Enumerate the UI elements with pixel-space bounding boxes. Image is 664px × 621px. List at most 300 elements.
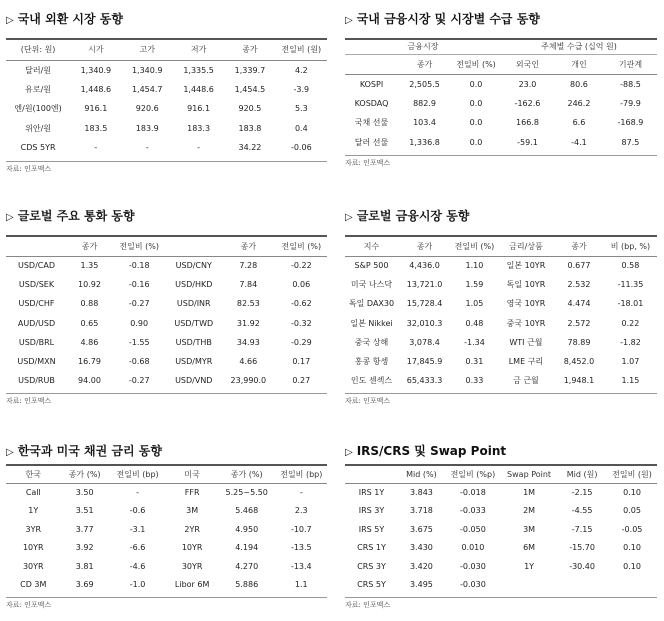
panel-fx-domestic [6,10,327,174]
table-cell: 5.886 [235,580,259,590]
source-note: 자료: 인포맥스 [345,597,657,610]
table-cell: 78.89 [567,337,591,347]
table-cell: -18.01 [617,299,644,309]
panel-title: 국내 외환 시장 동향 [17,12,123,26]
table-row [6,539,327,558]
table-cell: 5.3 [294,104,308,114]
source-note: 자료: 인포맥스 [345,393,657,406]
column-header [345,54,398,74]
row-label: USD/BRL [18,337,55,347]
table-row [345,314,657,333]
source-note: 자료: 인포맥스 [345,155,657,168]
row-label: 1M [523,488,536,497]
table-row [6,60,327,80]
column-header: 전일비 (%p) [445,466,501,483]
table-cell: 94.00 [78,376,101,386]
row-label: CD 3M [20,580,47,590]
table-row [6,275,327,294]
table-cell: 1.07 [621,357,640,367]
table-row [345,74,657,94]
table-cell: 0.677 [567,261,591,271]
table-cell: 920.6 [135,104,159,114]
table-cell: -168.9 [617,118,644,128]
table-cell: 32,010.3 [406,318,443,328]
column-header: 종가 [224,40,275,60]
row-label: 중국 상해 [354,337,389,347]
table-cell: 16.79 [78,357,101,367]
table-cell: 0.22 [621,318,640,328]
column-header: 고가 [122,40,173,60]
table-cell: 3.51 [75,506,94,516]
row-label: USD/SEK [18,280,55,290]
table-row [345,483,657,502]
column-header: 종가 (%) [61,466,109,483]
row-label: USD/THB [175,337,212,347]
table-row [345,502,657,521]
table-row [6,99,327,119]
table-cell: 4.194 [235,543,259,553]
table-row [6,256,327,275]
table-row [345,275,657,294]
triangle-icon: ▷ [345,212,353,223]
table-cell: 82.53 [236,299,260,309]
table-cell: 3.77 [75,524,94,534]
table-row [345,557,657,576]
table-cell [557,576,607,595]
row-label: USD/CAD [17,261,55,271]
table-cell: 0.58 [621,261,640,271]
row-label: S&P 500 [354,261,389,271]
row-label: USD/RUB [18,376,55,386]
column-header: 기관계 [604,54,657,74]
table-cell: 1,340.9 [131,65,163,75]
table-cell: 4.2 [294,65,308,75]
column-header: 전일비 (원) [276,40,327,60]
row-label: 166.8 [516,118,539,128]
panel-title: 글로벌 주요 통화 동향 [17,209,135,223]
table-cell: -0.32 [290,318,312,328]
table-row [345,294,657,313]
row-label: FFR [184,488,200,497]
domestic-market-table [345,40,657,152]
row-label: IRS 3Y [358,506,385,516]
table-cell: 1.10 [465,261,484,271]
table-row [6,371,327,390]
row-label: 금 근월 [513,376,539,386]
table-cell: -1.82 [620,337,641,347]
row-label: USD/MXN [17,357,56,367]
row-label: 30YR [22,561,44,571]
source-note: 자료: 인포맥스 [6,161,327,174]
column-header: 전일비 (bp) [276,466,327,483]
table-cell: 0.88 [80,299,99,309]
column-header: 시가 [70,40,121,60]
panel-title: 글로벌 금융시장 동향 [356,209,470,223]
column-header [345,466,398,483]
table-cell: 183.8 [238,123,262,133]
table-cell: 1,948.1 [563,376,595,386]
table-cell: 1.05 [465,299,484,309]
row-label: 일본 Nikkei [350,318,393,328]
table-cell: -1.0 [129,580,146,590]
row-label: KOSPI [359,79,384,89]
table-cell: 183.5 [84,123,108,133]
table-cell: -0.6 [129,506,146,516]
fx-domestic-table [6,40,327,158]
table-cell: -13.5 [290,543,312,553]
row-label [501,576,557,595]
column-header: 비 (bp, %) [604,237,657,256]
column-header: 금리/상품 [498,237,554,256]
table-cell: -0.16 [128,280,150,290]
table-row [6,576,327,595]
row-label: USD/CNY [175,261,212,271]
panel-global-market [345,207,657,406]
row-label: 유로/원 [25,84,52,94]
row-label: 엔/원(100엔) [14,104,62,114]
table-cell: 0.0 [469,137,483,147]
table-row [345,113,657,133]
table-cell: 4.86 [80,337,99,347]
table-cell: -0.030 [460,561,486,571]
table-cell: -0.27 [128,299,150,309]
column-header: 전일비 (bp) [109,466,167,483]
table-cell: -79.9 [620,98,641,108]
row-label: 독일 DAX30 [348,299,395,309]
row-label: - [197,143,201,153]
source-note: 자료: 인포맥스 [6,597,327,610]
column-header: 전일비 (%) [276,237,327,256]
table-cell: 17,845.9 [406,357,443,367]
table-cell: 916.1 [84,104,108,114]
column-header: Swap Point [501,466,557,483]
table-cell: 6.6 [572,118,586,128]
table-row [345,576,657,595]
table-cell: -0.06 [290,143,312,153]
table-cell: -0.62 [290,299,312,309]
column-header: 전일비 (원) [607,466,657,483]
table-cell [607,576,657,595]
table-cell: -6.6 [129,543,146,553]
table-cell: 1.59 [465,280,484,290]
row-label: 6M [523,543,536,553]
table-cell: -15.70 [569,543,595,553]
table-row [345,256,657,275]
table-cell: -0.050 [460,524,486,534]
table-cell: -4.6 [129,561,146,571]
row-label: USD/TWD [174,318,214,328]
table-cell: 80.6 [570,79,588,89]
row-label: 홍콩 항셍 [354,357,389,367]
table-cell: 4.950 [235,524,259,534]
table-row [6,483,327,502]
column-header: 종가 [221,237,276,256]
column-header: Mid (%) [398,466,445,483]
row-label: CDS 5YR [20,143,56,153]
table-row [6,333,327,352]
row-label: 2YR [184,524,200,534]
column-header: 전일비 (%) [451,237,498,256]
table-cell: 31.92 [236,318,260,328]
row-label: 달러 선물 [354,137,389,147]
row-label: 영국 10YR [506,299,546,309]
row-label: 인도 센섹스 [350,376,393,386]
table-cell: 87.5 [621,137,640,147]
column-header: 한국 [6,466,61,483]
table-cell: -2.15 [571,488,593,497]
table-cell: 0.4 [294,123,308,133]
row-label: Call [25,488,41,497]
table-cell: 3,078.4 [409,337,440,347]
table-cell: 0.17 [292,357,311,367]
group-header-flows: 주체별 수급 (십억 원) [501,40,657,54]
row-label: LME 구리 [508,357,544,367]
table-cell: -4.1 [571,137,587,147]
table-cell: -88.5 [620,79,641,89]
table-row [6,314,327,333]
row-label: USD/CHF [18,299,55,309]
triangle-icon: ▷ [345,15,353,26]
row-label: 1,335.5 [183,65,214,75]
table-row [345,352,657,371]
global-market-table [345,237,657,390]
table-row [6,138,327,158]
table-row [6,557,327,576]
panel-global-fx [6,207,327,406]
table-cell: -0.030 [460,580,486,590]
row-label: -162.6 [514,98,541,108]
row-label: USD/VND [175,376,213,386]
table-cell: -0.27 [128,376,150,386]
row-label: WTI 근월 [509,337,543,347]
row-label: 183.3 [187,123,211,133]
table-cell: -0.018 [460,488,486,497]
row-label: 10YR [22,543,44,553]
table-cell: 0.05 [623,506,641,516]
panel-bond-rates [6,442,327,610]
table-cell: 2.572 [567,318,591,328]
row-label: USD/HKD [175,280,213,290]
table-row [345,371,657,390]
row-label: 916.1 [187,104,211,114]
row-label: 1,448.6 [183,84,214,94]
table-cell: 2.532 [567,280,591,290]
column-header: 저가 [173,40,224,60]
row-label: IRS 5Y [358,524,385,534]
table-cell: 7.84 [239,280,258,290]
row-label: 3YR [25,524,42,534]
table-cell: 1.35 [80,261,99,271]
table-cell: 3.675 [409,524,433,534]
table-cell: 3.69 [75,580,94,590]
row-label: 일본 10YR [506,261,546,271]
panel-title: 한국과 미국 채권 금리 동향 [17,444,162,458]
table-cell: 13,721.0 [406,280,443,290]
global-fx-table [6,237,327,390]
table-cell: -3.9 [293,84,310,94]
table-cell: 0.31 [465,357,484,367]
column-header [6,237,67,256]
table-cell: -0.22 [290,261,312,271]
table-row [345,520,657,539]
table-row [345,333,657,352]
row-label: 10YR [181,543,203,553]
table-cell: 5.468 [235,506,259,516]
table-row [345,539,657,558]
table-cell: -0.68 [128,357,150,367]
table-cell: - [136,488,140,497]
table-cell: 0.0 [469,98,483,108]
source-note: 자료: 인포맥스 [6,393,327,406]
table-cell: 1,454.5 [234,84,266,94]
panel-title: 국내 금융시장 및 시장별 수급 동향 [356,12,540,26]
table-cell: 3.495 [409,580,433,590]
table-cell: 183.9 [135,123,159,133]
table-cell: 15,728.4 [406,299,443,309]
table-cell: -11.35 [617,280,644,290]
row-label: 위안/원 [25,123,52,133]
table-cell: 1,448.6 [80,84,112,94]
table-row [345,133,657,153]
table-cell: 0.65 [80,318,99,328]
table-cell: 65,433.3 [406,376,443,386]
row-label: AUD/USD [17,318,56,328]
table-row [6,80,327,100]
row-label: USD/INR [176,299,211,309]
panel-irs-crs [345,442,657,610]
table-cell: 8,452.0 [563,357,595,367]
table-cell: 7.28 [239,261,258,271]
table-cell: 0.0 [469,118,483,128]
row-label: -59.1 [517,137,538,147]
column-header: 지수 [345,237,398,256]
table-row [6,352,327,371]
table-cell: 246.2 [567,98,591,108]
row-label: KOSDAQ [354,98,389,108]
table-cell: 920.5 [238,104,262,114]
table-cell: 0.06 [292,280,311,290]
table-cell: 0.0 [469,79,483,89]
table-cell: -1.34 [464,337,485,347]
table-cell: -0.05 [621,524,643,534]
column-header: 개인 [554,54,604,74]
table-cell: 4.474 [567,299,591,309]
row-label: 2M [523,506,536,516]
column-header: 외국인 [501,54,554,74]
table-cell: 4.270 [235,561,259,571]
row-label: Libor 6M [174,580,210,590]
row-label: 중국 10YR [506,318,546,328]
row-label: 3M [186,506,199,516]
table-cell: 0.48 [465,318,484,328]
row-label: 1Y [524,561,535,571]
table-cell: 10.92 [78,280,101,290]
row-label: IRS 1Y [358,488,385,497]
table-cell: -0.033 [460,506,486,516]
table-cell: 3.430 [409,543,433,553]
table-cell: 5.25~5.50 [225,488,268,497]
table-cell: 34.22 [238,143,262,153]
row-label: CRS 5Y [357,580,386,590]
row-label: 1Y [28,506,39,516]
table-cell: -4.55 [571,506,593,516]
table-cell: 3.81 [75,561,94,571]
table-cell: 1,339.7 [234,65,266,75]
irs-crs-table [345,466,657,594]
table-cell: 0.27 [292,376,311,386]
triangle-icon: ▷ [345,447,353,458]
table-cell: -0.18 [128,261,150,271]
triangle-icon: ▷ [6,447,14,458]
table-cell: 0.010 [461,543,485,553]
row-label: 23.0 [518,79,537,89]
table-cell: - [299,488,303,497]
table-cell: 4,436.0 [409,261,440,271]
row-label: USD/MYR [175,357,213,367]
column-header: 전일비 (%) [451,54,501,74]
table-cell: 1.15 [621,376,640,386]
table-cell: -1.55 [128,337,150,347]
table-cell: 3.843 [409,488,433,497]
row-label: 미국 나스닥 [350,280,393,290]
table-cell: 3.50 [75,488,94,497]
column-header: 종가 [554,237,604,256]
table-row [345,94,657,114]
table-cell: -7.15 [571,524,593,534]
column-header [166,237,221,256]
table-cell: 103.4 [413,118,436,128]
table-cell: 3.718 [409,506,433,516]
column-header: 종가 [67,237,112,256]
group-header-market: 금융시장 [345,40,501,54]
table-row [6,502,327,521]
table-cell: 4.66 [239,357,258,367]
table-cell: 0.10 [623,488,641,497]
table-cell: - [145,143,149,153]
table-cell: -3.1 [129,524,146,534]
table-cell: -13.4 [290,561,312,571]
row-label: 독일 10YR [506,280,546,290]
row-label: 달러/원 [25,65,52,75]
table-cell: -10.7 [290,524,312,534]
triangle-icon: ▷ [6,212,14,223]
column-header: 종가 [398,237,451,256]
table-cell: 34.93 [236,337,260,347]
table-cell: 3.92 [75,543,94,553]
table-cell: - [94,143,98,153]
column-header: (단위: 원) [6,40,70,60]
column-header: 종가 (%) [218,466,276,483]
table-cell: -30.40 [569,561,595,571]
table-cell: 0.33 [465,376,484,386]
table-cell: 1,454.7 [131,84,163,94]
table-cell: 2,505.5 [409,79,440,89]
table-cell: 0.90 [130,318,149,328]
table-cell: 3.420 [409,561,433,571]
column-header: 전일비 (%) [112,237,167,256]
table-cell: 1,336.8 [409,137,440,147]
table-cell: 2.3 [294,506,308,516]
row-label: CRS 1Y [357,543,386,553]
table-cell: 1,340.9 [80,65,112,75]
table-row [6,520,327,539]
table-row [6,294,327,313]
bond-rates-table [6,466,327,594]
column-header: Mid (원) [557,466,607,483]
table-cell: 0.10 [623,543,641,553]
row-label: 30YR [181,561,203,571]
panel-domestic-market [345,10,657,168]
